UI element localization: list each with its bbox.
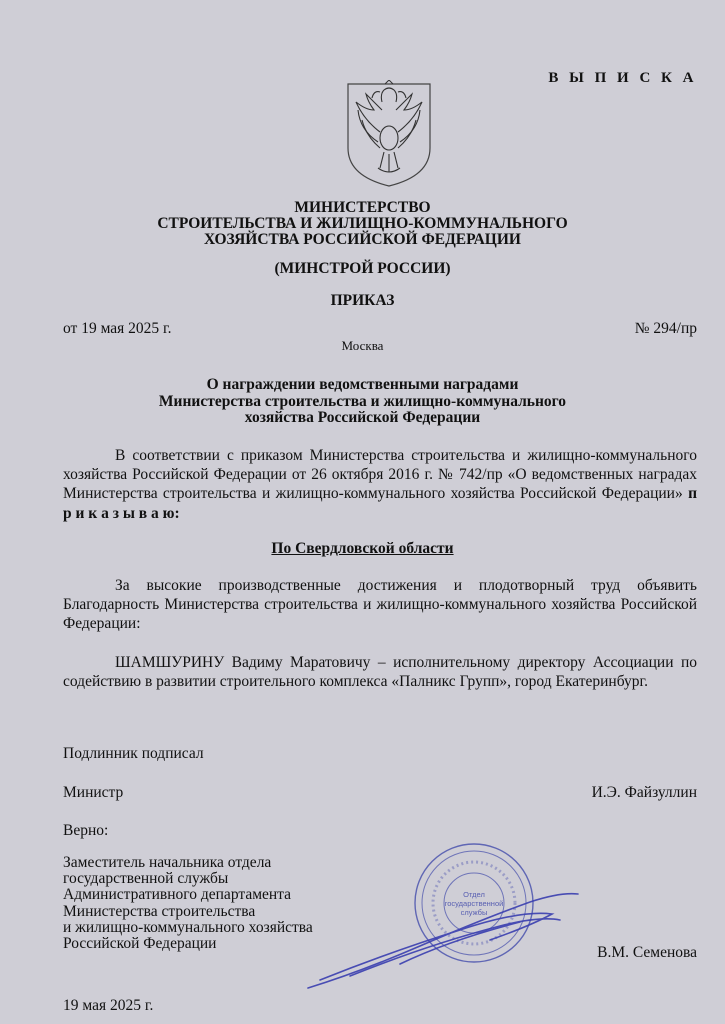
order-subject: [0, 377, 725, 427]
award-paragraph: За высокие производственные достижения и плодотворный труд объявить Благодарность Министерства строительства и жилищно-коммунального хозяйства Российской Федерации:: [63, 577, 697, 633]
position-line: Российской Федерации: [63, 935, 217, 953]
verified-label: Верно:: [63, 822, 109, 839]
preamble-paragraph: [63, 446, 697, 523]
subject-line: О награждении ведомственными наградами: [206, 376, 519, 393]
preamble-text: В соответствии с приказом Министерства строительства и жилищно-коммунального хозяйства Российской Федерации от 26 октября 2016 г. № 742/пр «О ведомственных наградах Министерства строительства и жилищно-коммунального хозяйства Российской Федерации»: [63, 447, 697, 503]
recipient-paragraph: ШАМШУРИНУ Вадиму Маратовичу – исполнительному директору Ассоциации по содействию в развитии строительного комплекса «Палникс Групп», город Екатеринбург.: [63, 654, 697, 691]
minister-title: Министр: [63, 784, 124, 801]
deputy-name: В.М. Семенова: [597, 944, 697, 961]
minister-name: И.Э. Файзуллин: [591, 784, 697, 801]
subject-line: хозяйства Российской Федерации: [244, 409, 481, 426]
ministry-line: МИНИСТЕРСТВО: [294, 199, 431, 216]
order-word: п р и к а з ы в а ю:: [63, 485, 697, 522]
document-type: ПРИКАЗ: [330, 292, 395, 309]
position-line: Министерства строительства: [63, 902, 256, 920]
ministry-line: СТРОИТЕЛЬСТВА И ЖИЛИЩНО-КОММУНАЛЬНОГО: [157, 215, 568, 232]
stamp-text: государственной: [444, 899, 504, 908]
coat-of-arms-emblem: [344, 80, 434, 190]
order-date: от 19 мая 2025 г.: [63, 320, 172, 337]
handwritten-signature: [290, 880, 590, 1000]
extract-label: В Ы П И С К А: [548, 70, 697, 86]
stamp-text: Отдел: [463, 890, 485, 899]
position-line: Административного департамента: [63, 886, 292, 904]
position-line: государственной службы: [63, 870, 229, 888]
city: Москва: [341, 338, 384, 353]
position-line: и жилищно-коммунального хозяйства: [63, 918, 313, 936]
order-number: № 294/пр: [634, 320, 697, 337]
footer-date: 19 мая 2025 г.: [63, 997, 154, 1014]
deputy-position: [63, 855, 313, 952]
original-signed-label: Подлинник подписал: [63, 745, 204, 762]
stamp-text: службы: [460, 908, 488, 917]
ministry-abbreviation: (МИНСТРОЙ РОССИИ): [274, 260, 451, 277]
region-section-title: По Свердловской области: [271, 540, 454, 557]
ministry-name: [0, 200, 725, 248]
ministry-line: ХОЗЯЙСТВА РОССИЙСКОЙ ФЕДЕРАЦИИ: [204, 231, 521, 248]
position-line: Заместитель начальника отдела: [63, 854, 272, 871]
subject-line: Министерства строительства и жилищно-коммунального: [158, 392, 567, 410]
